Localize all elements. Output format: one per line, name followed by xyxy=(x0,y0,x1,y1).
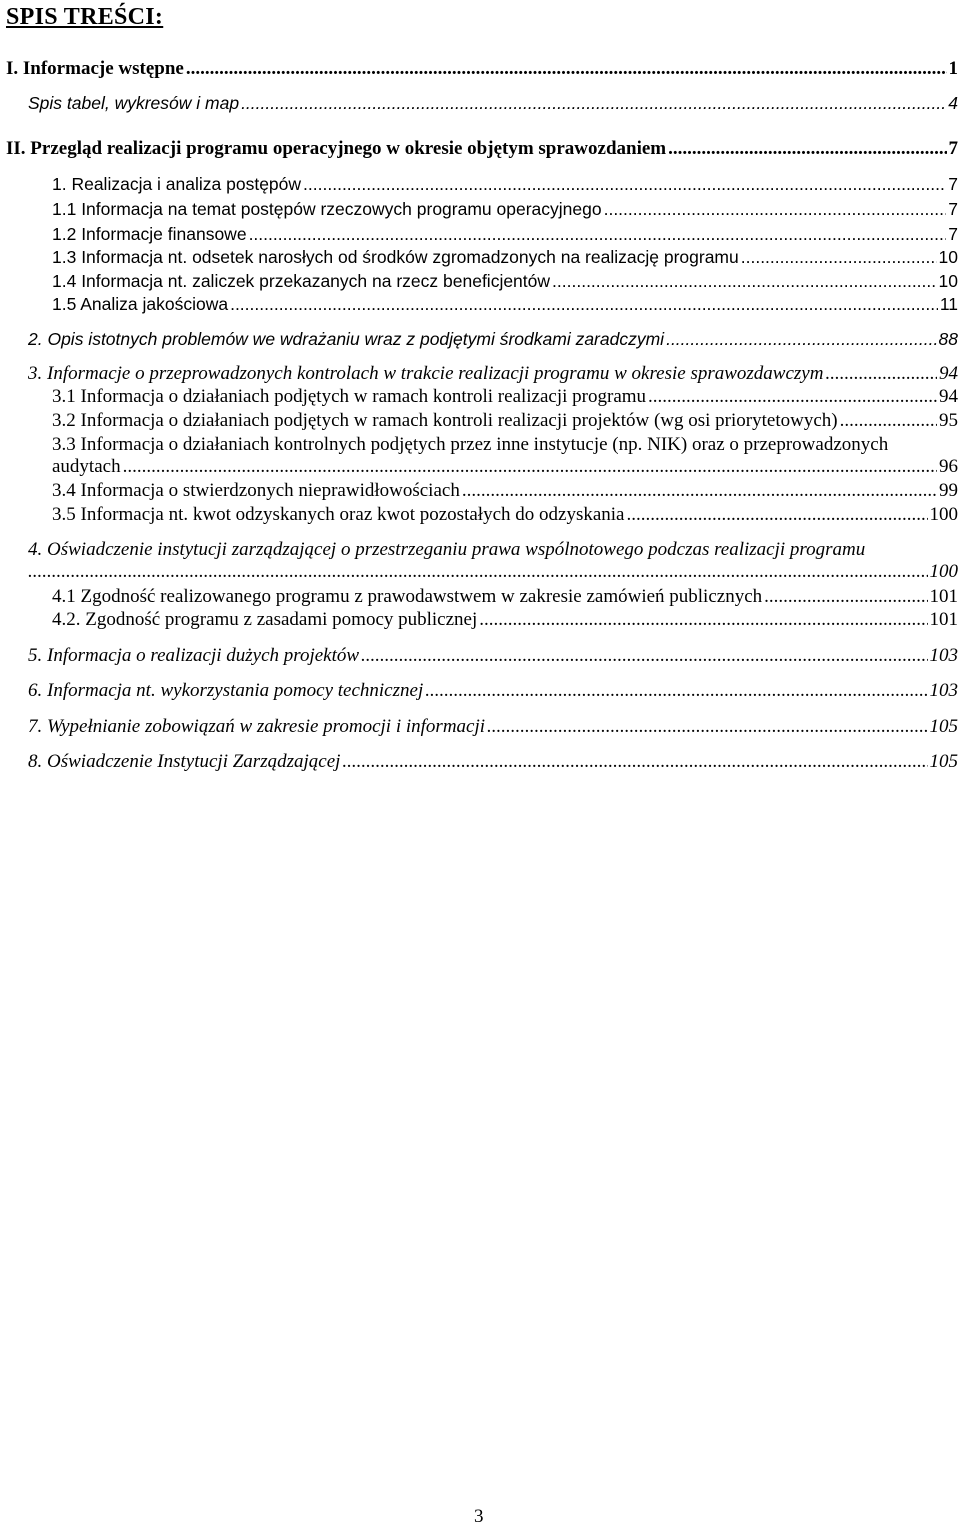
toc-entry[interactable] xyxy=(28,680,958,702)
toc-entry[interactable] xyxy=(28,328,958,350)
leader-dots xyxy=(764,586,927,608)
leader-dots xyxy=(487,716,927,738)
toc-entry-label: 1.5 Analiza jakościowa xyxy=(52,294,229,314)
toc-entry-page: 4 xyxy=(948,93,958,113)
toc-entry-page: 103 xyxy=(929,680,958,701)
leader-dots xyxy=(123,456,937,478)
toc-entry[interactable] xyxy=(52,223,958,245)
toc-entry[interactable] xyxy=(52,386,958,408)
toc-entry[interactable] xyxy=(28,363,958,385)
toc-entry-page: 100 xyxy=(929,561,958,582)
leader-dots xyxy=(462,480,937,502)
leader-dots xyxy=(186,58,947,80)
toc-entry-page: 94 xyxy=(939,363,958,384)
toc-entry[interactable] xyxy=(52,293,958,315)
toc-entry-page: 88 xyxy=(938,329,958,349)
toc-entry-page: 100 xyxy=(929,504,958,525)
toc-entry-page: 1 xyxy=(948,58,958,79)
toc-entry-page: 105 xyxy=(929,751,958,772)
toc-entry[interactable] xyxy=(6,138,958,160)
leader-dots xyxy=(425,680,927,702)
toc-entry-page: 7 xyxy=(948,199,958,219)
toc-entry[interactable] xyxy=(28,645,958,667)
toc-entry-label: Spis tabel, wykresów i map xyxy=(28,93,240,113)
leader-dots xyxy=(825,363,937,385)
toc-entry[interactable] xyxy=(28,751,958,773)
toc-entry[interactable] xyxy=(28,539,958,583)
toc-entry-label: 1.3 Informacja nt. odsetek narosłych od środków zgromadzonych na realizację programu xyxy=(52,247,739,267)
leader-dots xyxy=(230,293,938,315)
toc-entry-label: 3. Informacje o przeprowadzonych kontrolach w trakcie realizacji programu w okresie sprawozdawczym xyxy=(28,363,824,384)
toc-entry-page: 101 xyxy=(929,609,958,630)
leader-dots xyxy=(648,386,937,408)
leader-dots xyxy=(741,246,937,268)
toc-entry-label: 8. Oświadczenie Instytucji Zarządzającej xyxy=(28,751,341,772)
toc-entry-page: 7 xyxy=(948,224,958,244)
toc-entry-label: 3.4 Informacja o stwierdzonych nieprawidłowościach xyxy=(52,480,460,501)
toc-entry[interactable] xyxy=(52,246,958,268)
toc-entry-label: 5. Informacja o realizacji dużych projektów xyxy=(28,645,360,666)
leader-dots xyxy=(626,504,927,526)
toc-entry-label: 2. Opis istotnych problemów we wdrażaniu wraz z podjętymi środkami zaradczymi xyxy=(28,329,665,349)
toc-entry-page: 94 xyxy=(939,386,958,407)
toc-entry-label: 4.2. Zgodność programu z zasadami pomocy publicznej xyxy=(52,609,478,630)
toc-entry[interactable] xyxy=(52,609,958,631)
toc-entry[interactable] xyxy=(52,586,958,608)
leader-dots xyxy=(668,138,946,160)
leader-dots xyxy=(552,270,937,292)
leader-dots xyxy=(342,751,927,773)
leader-dots xyxy=(241,92,946,114)
toc-entry[interactable] xyxy=(52,434,958,478)
toc-entry-page: 101 xyxy=(929,586,958,607)
toc-entry-page: 99 xyxy=(939,480,958,501)
toc-entry[interactable] xyxy=(52,198,958,220)
toc-entry[interactable] xyxy=(52,173,958,195)
toc-entry-label: 3.1 Informacja o działaniach podjętych w ramach kontroli realizacji programu xyxy=(52,386,647,407)
toc-entry[interactable] xyxy=(52,270,958,292)
toc-entry-page: 10 xyxy=(938,247,958,267)
toc-entry[interactable] xyxy=(28,716,958,738)
toc-entry-page: 103 xyxy=(929,645,958,666)
toc-entry-label: 4.1 Zgodność realizowanego programu z prawodawstwem w zakresie zamówień publicznych xyxy=(52,586,763,607)
toc-entry-page: 95 xyxy=(939,410,958,431)
toc-entry-label: 1. Realizacja i analiza postępów xyxy=(52,174,302,194)
toc-entry-label-continued: audytach xyxy=(52,456,121,477)
toc-entry[interactable] xyxy=(52,410,958,432)
toc-entry-page: 11 xyxy=(939,294,958,314)
toc-entry[interactable] xyxy=(52,504,958,526)
toc-entry-label: 3.5 Informacja nt. kwot odzyskanych oraz kwot pozostałych do odzyskania xyxy=(52,504,625,525)
toc-entry-label: II. Przegląd realizacji programu operacyjnego w okresie objętym sprawozdaniem xyxy=(6,138,667,159)
toc-entry-label: 3.3 Informacja o działaniach kontrolnych podjętych przez inne instytucje (np. NIK) oraz o przeprowadzonych xyxy=(52,434,889,455)
leader-dots xyxy=(361,645,927,667)
toc-entry-label: I. Informacje wstępne xyxy=(6,58,184,79)
toc-entry[interactable] xyxy=(6,58,958,80)
toc-entry-label: 1.1 Informacja na temat postępów rzeczowych programu operacyjnego xyxy=(52,199,602,219)
toc-heading: SPIS TREŚCI: xyxy=(6,4,164,30)
leader-dots xyxy=(303,173,946,195)
toc-entry-page: 96 xyxy=(939,456,958,477)
toc-entry-label: 7. Wypełnianie zobowiązań w zakresie promocji i informacji xyxy=(28,716,486,737)
leader-dots xyxy=(604,198,947,220)
toc-entry-page: 10 xyxy=(938,271,958,291)
leader-dots xyxy=(28,561,928,583)
toc-entry-label: 6. Informacja nt. wykorzystania pomocy technicznej xyxy=(28,680,424,701)
leader-dots xyxy=(479,609,927,631)
toc-entry-page: 7 xyxy=(948,174,958,194)
page-number: 3 xyxy=(474,1506,484,1527)
toc-entry[interactable] xyxy=(28,92,958,114)
leader-dots xyxy=(666,328,936,350)
toc-entry[interactable] xyxy=(52,480,958,502)
toc-entry-label: 1.4 Informacja nt. zaliczek przekazanych na rzecz beneficjentów xyxy=(52,271,551,291)
leader-dots xyxy=(840,410,937,432)
toc-entry-label: 3.2 Informacja o działaniach podjętych w ramach kontroli realizacji projektów (wg osi priorytetowych) xyxy=(52,410,838,431)
toc-entry-label: 1.2 Informacje finansowe xyxy=(52,224,247,244)
leader-dots xyxy=(249,223,947,245)
toc-entry-label: 4. Oświadczenie instytucji zarządzającej o przestrzeganiu prawa wspólnotowego podczas realizacji programu xyxy=(28,539,866,560)
toc-entry-page: 105 xyxy=(929,716,958,737)
toc-entry-page: 7 xyxy=(948,138,958,159)
